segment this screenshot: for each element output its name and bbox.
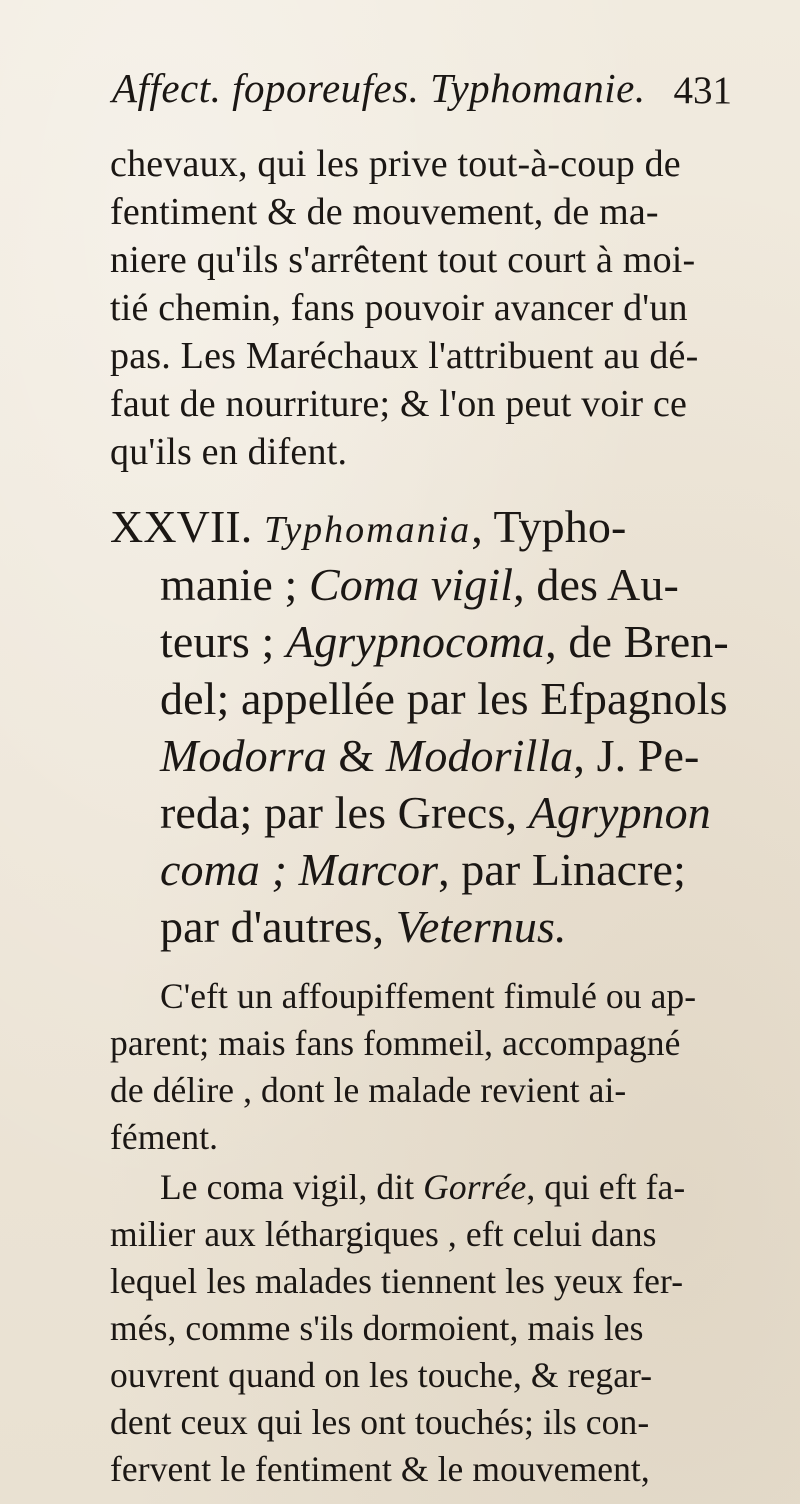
entry-term: Typhomania — [264, 509, 472, 551]
text-line: més, comme s'ils dormoient, mais les — [110, 1308, 644, 1348]
text-line — [160, 729, 699, 782]
entry-heading-line — [110, 500, 626, 553]
text-span: , J. Pe- — [573, 730, 700, 781]
text-line — [160, 1166, 685, 1208]
entry-number: XXVII. — [110, 501, 264, 552]
text-line: del; appellée par les Efpagnols — [160, 673, 728, 724]
text-line: parent; mais fans fommeil, accompagné — [110, 1023, 681, 1063]
running-header — [112, 64, 732, 124]
italic-term: Coma vigil — [308, 559, 514, 610]
text-span: , par Linacre; — [438, 844, 686, 895]
text-span: manie ; — [160, 559, 309, 610]
italic-term: coma ; Marcor — [160, 844, 439, 895]
text-span: Le coma vigil, dit — [160, 1167, 424, 1207]
italic-term: Modorilla — [385, 730, 574, 781]
text-line: fervent le fentiment & le mouvement, — [110, 1449, 650, 1489]
text-span: reda; par les Grecs, — [160, 787, 529, 838]
italic-term: Agrypnon — [528, 787, 711, 838]
text-line: lequel les malades tiennent les yeux fer- — [110, 1261, 684, 1301]
text-span: , des Au- — [513, 559, 679, 610]
text-line: dent ceux qui les ont touchés; ils con- — [110, 1402, 650, 1442]
text-line: de délire , dont le malade revient ai- — [110, 1070, 627, 1110]
text-span: , qui eft fa- — [526, 1167, 686, 1207]
text-line: milier aux léthargiques , eft celui dans — [110, 1214, 657, 1254]
text-span: , de Bren- — [545, 616, 729, 667]
text-line: fément. — [110, 1117, 219, 1157]
text-span: par d'autres, — [160, 901, 396, 952]
text-span: & — [326, 730, 386, 781]
author-name: Gorrée — [423, 1167, 527, 1207]
text-span: , Typho- — [471, 501, 627, 552]
text-line — [160, 615, 729, 668]
text-line — [160, 786, 711, 839]
text-line: niere qu'ils s'arrêtent tout court à moi- — [110, 239, 696, 281]
text-line: qu'ils en difent. — [110, 431, 348, 473]
text-line: chevaux, qui les prive tout-à-coup de — [110, 143, 681, 185]
text-line: faut de nourriture; & l'on peut voir ce — [110, 383, 688, 425]
text-line — [160, 843, 686, 896]
text-line: C'eft un affoupiffement fimulé ou ap- — [160, 976, 697, 1016]
italic-term: Agrypnocoma — [286, 616, 546, 667]
text-span: teurs ; — [160, 616, 286, 667]
italic-term: Veternus. — [395, 901, 567, 952]
text-line — [160, 558, 679, 611]
running-title: Affect. foporeufes. Typhomanie. — [112, 65, 646, 111]
text-line: tié chemin, fans pouvoir avancer d'un — [110, 287, 688, 329]
italic-term: Modorra — [160, 730, 327, 781]
text-line: fentiment & de mouvement, de ma- — [110, 191, 659, 233]
text-line: ouvrent quand on les touche, & regar- — [110, 1355, 653, 1395]
text-line — [160, 900, 567, 953]
text-line: pas. Les Maréchaux l'attribuent au dé- — [110, 335, 699, 377]
page-number: 431 — [673, 69, 732, 112]
